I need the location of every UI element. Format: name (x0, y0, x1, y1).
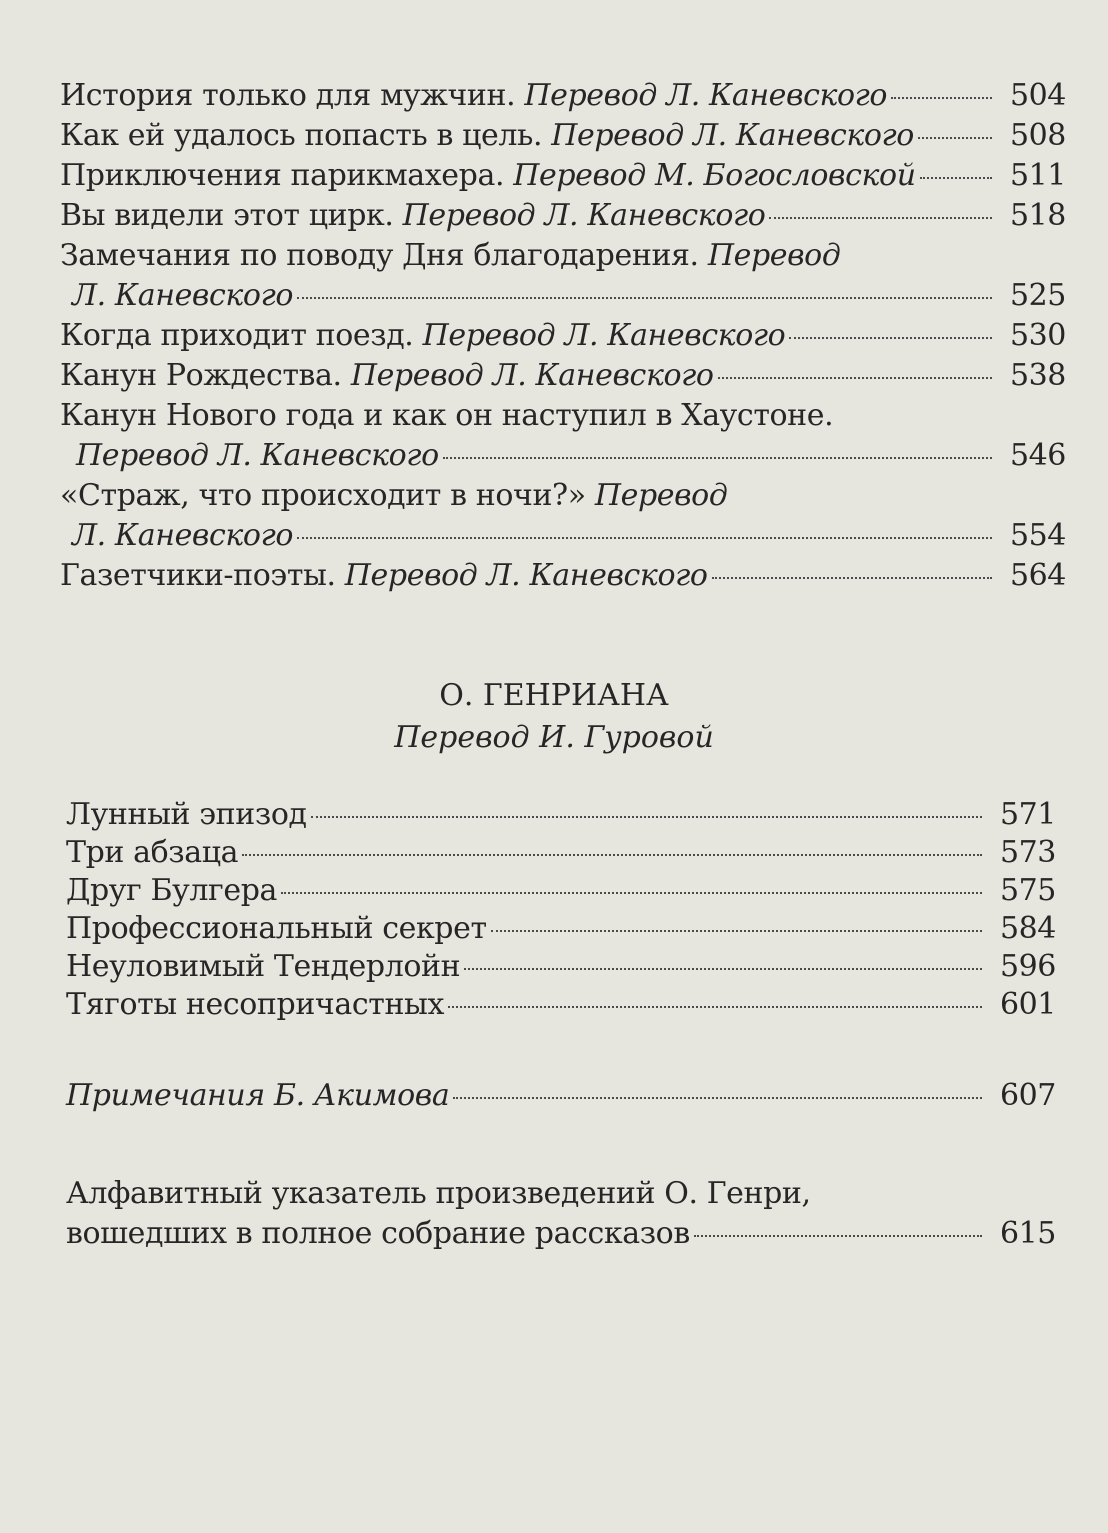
entry-title: Лунный эпизод (66, 797, 307, 832)
page-number: 554 (1009, 518, 1066, 553)
entry-translator-continued: Перевод Л. Каневского (76, 438, 439, 473)
toc-section-2 (66, 796, 1056, 1024)
entry-title: Три абзаца (66, 835, 239, 870)
page-number: 615 (999, 1216, 1056, 1251)
page-number: 504 (1009, 78, 1066, 113)
dot-leader (712, 577, 992, 579)
page-number: 575 (999, 873, 1056, 908)
page-number: 607 (999, 1078, 1056, 1113)
toc-index (66, 1174, 1056, 1254)
toc-entry[interactable] (66, 1076, 1056, 1116)
entry-title: Когда приходит поезд. (60, 318, 414, 353)
page-number: 530 (1009, 318, 1066, 353)
entry-title: История только для мужчин. (60, 78, 516, 113)
dot-leader (311, 816, 982, 818)
dot-leader (694, 1235, 982, 1237)
entry-title: Профессиональный секрет (66, 911, 487, 946)
page-number: 508 (1009, 118, 1066, 153)
entry-title: Канун Рождества. (60, 358, 342, 393)
page-number: 571 (999, 797, 1056, 832)
toc-entry[interactable] (60, 76, 1066, 116)
toc-entry[interactable] (66, 796, 1056, 834)
page-number: 601 (999, 987, 1056, 1022)
page-number: 564 (1009, 558, 1066, 593)
dot-leader (297, 537, 992, 539)
entry-translator-continued: Л. Каневского (72, 518, 293, 553)
dot-leader (891, 97, 992, 99)
toc-notes (66, 1076, 1056, 1116)
toc-entry[interactable] (66, 1174, 1056, 1254)
page-number: 538 (1009, 358, 1066, 393)
entry-title-continued: вошедших в полное собрание рассказов (66, 1216, 690, 1251)
entry-title: Замечания по поводу Дня благодарения. (60, 238, 699, 273)
toc-section-1 (60, 76, 1066, 596)
dot-leader (297, 297, 992, 299)
entry-title: «Страж, что происходит в ночи?» (60, 478, 586, 513)
toc-entry[interactable] (60, 396, 1066, 476)
toc-entry[interactable] (60, 196, 1066, 236)
entry-title: Вы видели этот цирк. (60, 198, 394, 233)
page-number: 546 (1009, 438, 1066, 473)
toc-entry[interactable] (66, 986, 1056, 1024)
toc-entry[interactable] (66, 948, 1056, 986)
entry-title: Примечания Б. Акимова (66, 1078, 450, 1113)
entry-title: Друг Булгера (66, 873, 278, 908)
entry-translator: Перевод (707, 238, 841, 273)
toc-entry[interactable] (66, 910, 1056, 948)
toc-entry[interactable] (66, 872, 1056, 910)
entry-translator: Перевод Л. Каневского (422, 318, 786, 353)
page-number: 518 (1009, 198, 1066, 233)
toc-entry[interactable] (60, 236, 1066, 316)
entry-translator: Перевод (594, 478, 728, 513)
entry-title: Канун Нового года и как он наступил в Хаустоне. (60, 398, 834, 433)
dot-leader (448, 1006, 982, 1008)
dot-leader (242, 854, 982, 856)
entry-title: Газетчики-поэты. (60, 558, 336, 593)
toc-entry[interactable] (66, 834, 1056, 872)
entry-title: Алфавитный указатель произведений О. Генри, (66, 1176, 811, 1211)
dot-leader (281, 892, 982, 894)
entry-translator: Перевод Л. Каневского (350, 358, 714, 393)
dot-leader (769, 217, 992, 219)
toc-entry[interactable] (60, 556, 1066, 596)
entry-translator: Перевод М. Богословской (513, 158, 916, 193)
dot-leader (789, 337, 992, 339)
entry-title: Тяготы несопричастных (66, 987, 445, 1022)
toc-entry[interactable] (60, 476, 1066, 556)
dot-leader (918, 137, 992, 139)
section-subheading: Перевод И. Гуровой (394, 720, 714, 755)
page-number: 573 (999, 835, 1056, 870)
entry-title: Приключения парикмахера. (60, 158, 505, 193)
toc-entry[interactable] (60, 156, 1066, 196)
entry-translator: Перевод Л. Каневского (551, 118, 914, 153)
toc-entry[interactable] (60, 316, 1066, 356)
page-number: 596 (999, 949, 1056, 984)
page-number: 584 (999, 911, 1056, 946)
dot-leader (491, 930, 982, 932)
dot-leader (718, 377, 992, 379)
dot-leader (443, 457, 992, 459)
toc-entry[interactable] (60, 356, 1066, 396)
entry-translator: Перевод Л. Каневского (344, 558, 708, 593)
entry-translator: Перевод Л. Каневского (524, 78, 888, 113)
entry-title: Как ей удалось попасть в цель. (60, 118, 543, 153)
entry-translator-continued: Л. Каневского (72, 278, 293, 313)
section-heading: О. ГЕНРИАНА (439, 678, 669, 713)
page-number: 511 (1009, 158, 1066, 193)
page-number: 525 (1009, 278, 1066, 313)
entry-translator: Перевод Л. Каневского (402, 198, 766, 233)
toc-entry[interactable] (60, 116, 1066, 156)
dot-leader (464, 968, 982, 970)
entry-title: Неуловимый Тендерлойн (66, 949, 461, 984)
dot-leader (453, 1097, 982, 1099)
dot-leader (920, 177, 992, 179)
